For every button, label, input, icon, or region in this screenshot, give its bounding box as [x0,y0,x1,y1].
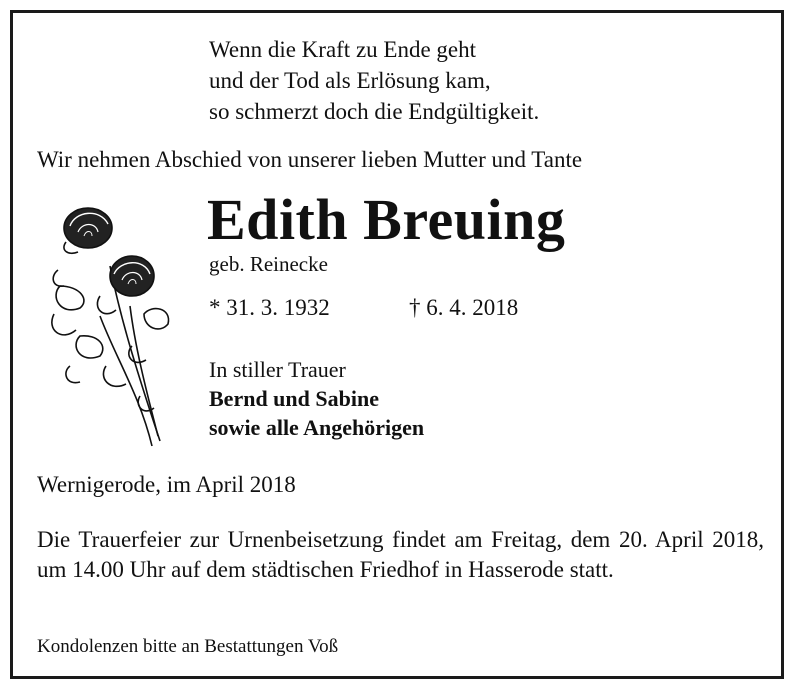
birth-name: geb. Reinecke [209,252,328,276]
ceremony-details: Die Trauerfeier zur Urnenbeisetzung findet am Freitag, dem 20. April 2018, um 14.00 Uhr auf dem städtischen Friedhof in Hasserode statt. [37,527,764,582]
mourners-names: Bernd und Sabine [209,386,379,411]
condolence-note: Kondolenzen bitte an Bestattungen Voß [37,636,339,657]
farewell-intro: Wir nehmen Abschied von unserer lieben Mutter und Tante [37,147,583,172]
deceased-name: Edith Breuing [207,187,566,252]
place-date: Wernigerode, im April 2018 [37,472,296,497]
roses-icon [40,196,190,456]
rose-top [64,208,112,253]
death-date: † 6. 4. 2018 [409,295,519,320]
mourners-block [209,355,424,442]
mourners-heading: In stiller Trauer [209,357,346,382]
rose-middle [110,256,154,296]
poem-line-2: und der Tod als Erlösung kam, [209,68,491,93]
mourners-relatives: sowie alle Angehörigen [209,415,425,440]
birth-date: * 31. 3. 1932 [209,295,330,320]
poem [209,34,539,127]
poem-line-3: so schmerzt doch die Endgültigkeit. [209,99,540,124]
poem-line-1: Wenn die Kraft zu Ende geht [209,37,477,62]
